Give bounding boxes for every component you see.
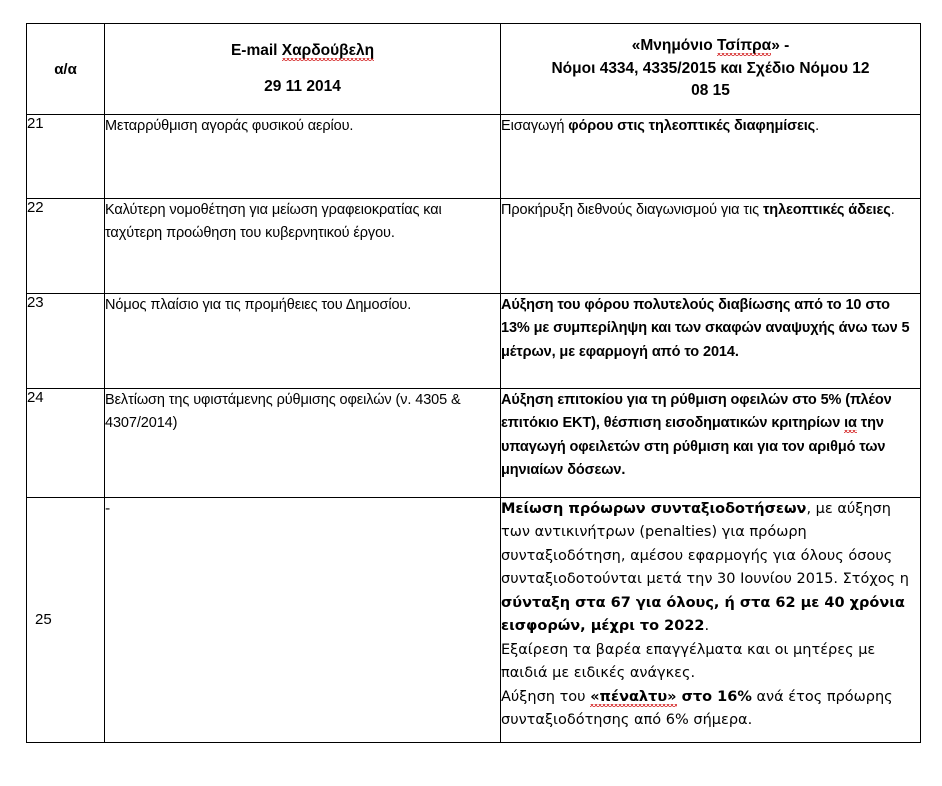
row-email-cell: Βελτίωση της υφιστάμενης ρύθμισης οφειλών (ν. 4305 & 4307/2014) xyxy=(105,389,501,498)
table-row xyxy=(27,199,921,294)
row-email-cell: - xyxy=(105,498,501,743)
header-memorandum-line2: Νόμοι 4334, 4335/2015 και Σχέδιο Νόμου 12 xyxy=(551,59,870,77)
row-number-cell: 21 xyxy=(27,115,105,199)
row-number-cell: 23 xyxy=(27,294,105,389)
header-cell-aa xyxy=(27,24,105,115)
row-number-cell: 24 xyxy=(27,389,105,498)
header-cell-memorandum xyxy=(501,24,921,115)
table-header-row xyxy=(27,24,921,115)
spellcheck-word-tsipra: Τσίπρα xyxy=(716,37,772,55)
spellcheck-word: ια xyxy=(844,415,857,432)
header-spacer xyxy=(105,62,500,76)
table-row xyxy=(27,115,921,199)
header-cell-email xyxy=(105,24,501,115)
header-label-aa: α/α xyxy=(54,60,77,78)
row-memorandum-cell: Εισαγωγή φόρου στις τηλεοπτικές διαφημίσεις. xyxy=(501,115,921,199)
row-memorandum-cell: Μείωση πρόωρων συνταξιοδοτήσεων, με αύξηση των αντικινήτρων (penalties) για πρόωρη συνταξιοδότηση, αμέσου εφαρμογής για όλους όσους συνταξιοδοτούνται μετά την 30 Ιουνίου 2015. Στόχος η σύνταξη στα 67 για όλους, ή στα 62 με 40 χρόνια εισφορών, μέχρι το 2022. Εξαίρεση τα βαρέα επαγγέλματα και οι μητέρες με παιδιά με ειδικές ανάγκες. Αύξηση του «πέναλτυ» στο 16% ανά έτος πρόωρης συνταξιοδότησης από 6% σήμερα. xyxy=(501,498,921,743)
header-email-line1: E-mail Χαρδούβελη xyxy=(230,41,375,59)
table-row xyxy=(27,498,921,743)
row-email-cell: Καλύτερη νομοθέτηση για μείωση γραφειοκρατίας και ταχύτερη προώθηση του κυβερνητικού έργου. xyxy=(105,199,501,294)
row-memorandum-cell: Αύξηση επιτοκίου για τη ρύθμιση οφειλών στο 5% (πλέον επιτόκιο ΕΚΤ), θέσπιση εισοδηματικών κριτηρίων ια την υπαγωγή οφειλετών στη ρύθμιση και για τον αριθμό των μηνιαίων δόσεων. xyxy=(501,389,921,498)
table-row xyxy=(27,294,921,389)
header-memorandum-line1: «Μνημόνιο Τσίπρα» - xyxy=(631,37,790,55)
row-memorandum-cell: Αύξηση του φόρου πολυτελούς διαβίωσης από το 10 στο 13% με συμπερίληψη και των σκαφών αναψυχής άνω των 5 μέτρων, με εφαρμογή από το 2014. xyxy=(501,294,921,389)
spellcheck-word: «πέναλτυ» xyxy=(590,688,677,705)
spellcheck-word-chardouvelis: Χαρδούβελη xyxy=(281,41,375,59)
comparison-table xyxy=(26,23,921,743)
row-email-cell: Νόμος πλαίσιο για τις προμήθειες του Δημοσίου. xyxy=(105,294,501,389)
header-email-date: 29 11 2014 xyxy=(264,78,341,95)
row-number-cell: 22 xyxy=(27,199,105,294)
table-row xyxy=(27,389,921,498)
row-memorandum-cell: Προκήρυξη διεθνούς διαγωνισμού για τις τηλεοπτικές άδειες. xyxy=(501,199,921,294)
header-memorandum-line3: 08 15 xyxy=(691,82,730,100)
row-email-cell: Μεταρρύθμιση αγοράς φυσικού αερίου. xyxy=(105,115,501,199)
row-number-cell: 25 xyxy=(27,498,105,743)
